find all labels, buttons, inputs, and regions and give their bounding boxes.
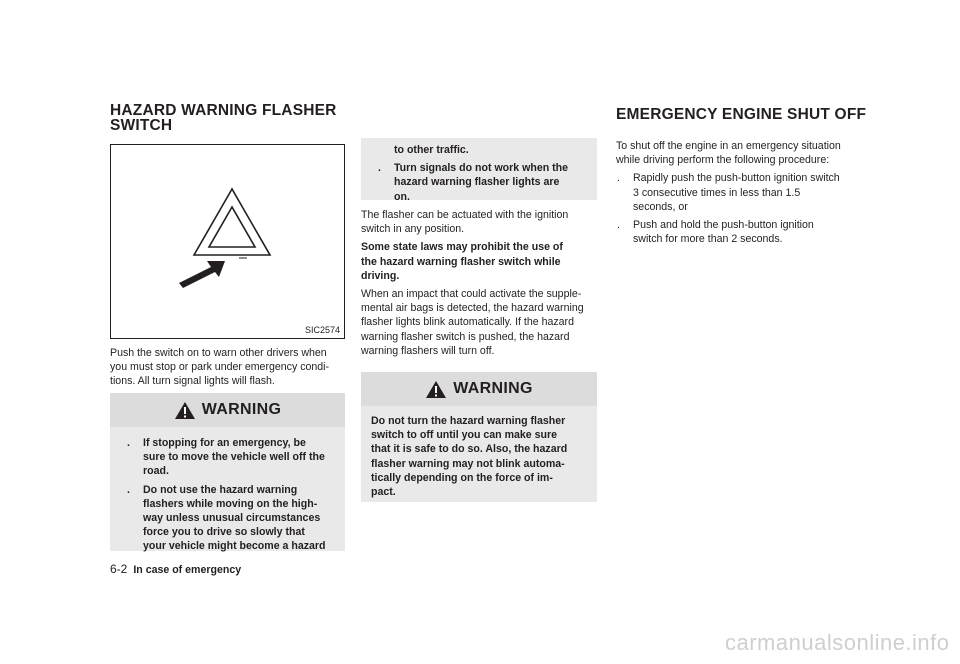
warning-content — [110, 427, 345, 554]
hazard-triangle-outer — [194, 189, 270, 255]
section-heading-engine-shutoff: EMERGENCY ENGINE SHUT OFF — [616, 106, 867, 123]
warning-box-middle — [361, 372, 597, 502]
hazard-triangle-inner — [209, 207, 255, 247]
procedure-item: . Push and hold the push-button ignition switch for more than 2 seconds. — [617, 219, 814, 246]
section-heading-hazard: HAZARD WARNING FLASHER SWITCH — [110, 102, 337, 134]
warning-item: . If stopping for an emergency, be sure to move the vehicle well off the road. — [127, 437, 325, 478]
engine-shutoff-text: To shut off the engine in an emergency situation while driving perform the following procedure: . Rapidly push the push-button ignition switch 3 consecutive times in less than 1.5 seconds, or . Push and hold the push-button ignition switch for more than 2 seconds. — [616, 139, 854, 246]
warning-box-left — [110, 393, 345, 551]
paragraph-actuation: The flasher can be actuated with the ignition switch in any position. — [361, 209, 569, 236]
warning-title: WARNING — [453, 380, 533, 397]
hazard-switch-illustration — [111, 145, 344, 338]
watermark: carmanualsonline.info — [725, 630, 950, 655]
warning-header — [110, 393, 345, 427]
warning-item: . Turn signals do not work when the hazard warning flasher lights are on. — [378, 162, 569, 203]
push-arrow-icon — [179, 261, 225, 288]
warning-header — [361, 372, 597, 406]
section-name: In case of emergency — [133, 564, 242, 576]
figure-hazard-switch — [110, 144, 345, 339]
figure-code: SIC2574 — [304, 325, 340, 335]
paragraph-state-laws: Some state laws may prohibit the use of the hazard warning flasher switch while driving. — [361, 241, 563, 282]
warning-triangle-icon — [425, 380, 447, 399]
warning-triangle-icon — [174, 401, 196, 420]
middle-text — [361, 208, 598, 358]
page-number: 6-2 — [110, 562, 128, 576]
warning-title: WARNING — [201, 401, 282, 418]
procedure-item: . Rapidly push the push-button ignition switch 3 consecutive times in less than 1.5 seconds, or — [617, 172, 840, 213]
paragraph-airbag: When an impact that could activate the supple- mental air bags is detected, the hazard warning flasher lights blink automatically. If the hazard warning flasher switch is pushed, the hazard warning flashers will turn off. — [361, 288, 584, 357]
warning-continuation-box: to other traffic. . Turn signals do not work when the hazard warning flasher lights are on. — [361, 138, 597, 200]
warning-content: Do not turn the hazard warning flasher switch to off until you can make sure that it is safe to do so. Also, the hazard flasher warning may not blink automa- tically depending on the force of im- pact. — [371, 415, 568, 499]
warning-item: . Do not use the hazard warning flashers while moving on the high- way unless unusual circumstances force you to drive so slowly that your vehicle might become a hazard — [127, 483, 326, 553]
intro-paragraph: Push the switch on to warn other drivers when you must stop or park under emergency condi- tions. All turn signal lights will flash. — [110, 347, 330, 388]
page-footer — [110, 562, 241, 576]
